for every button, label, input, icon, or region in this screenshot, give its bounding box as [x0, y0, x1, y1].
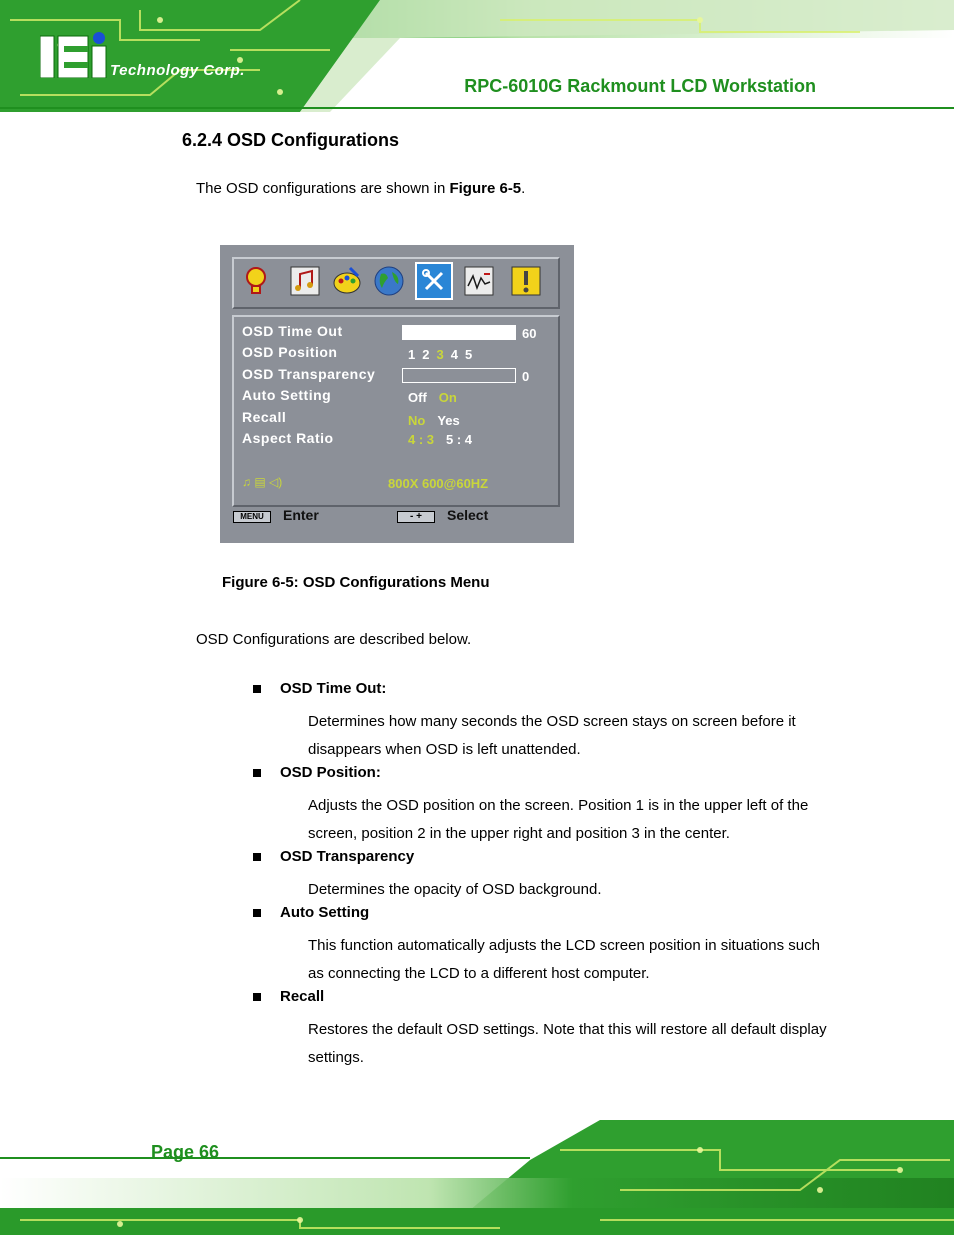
lightbulb-icon [239, 264, 273, 298]
document-title: RPC-6010G Rackmount LCD Workstation [464, 76, 816, 96]
iei-logo [40, 32, 110, 78]
recall-options [408, 412, 472, 430]
recall-option-1: Yes [437, 413, 460, 428]
aspect_ratio-option-1: 5 : 4 [446, 432, 473, 447]
intro-text: The OSD configurations are shown in [196, 180, 450, 197]
item-description: Determines how many seconds the OSD screen stays on screen before it disappears when OSD is left unattended. [308, 713, 796, 758]
waveform-icon [462, 264, 496, 298]
resolution-readout: 800X 600@60HZ [388, 476, 489, 491]
item-description: This function automatically adjusts the LCD screen position in situations such as connecting the LCD to a different host computer. [308, 937, 820, 982]
page-number: Page 66 [151, 1142, 220, 1162]
auto-setting-options [408, 389, 469, 407]
intro-suffix: . [521, 180, 526, 197]
bullet-icon [253, 685, 261, 693]
palette-icon [330, 264, 364, 298]
minus-plus-key: - + [397, 511, 435, 523]
select-label: Select [447, 507, 489, 523]
osd-position-label: OSD Position [242, 344, 338, 360]
item-description: Determines the opacity of OSD background. [308, 881, 602, 898]
circuit-board-footer [0, 1120, 954, 1235]
brand-name: Technology Corp. [110, 62, 245, 79]
description-intro: OSD Configurations are described below. [196, 631, 472, 648]
position-option-0: 1 [408, 347, 416, 362]
auto_setting-option-1: On [438, 390, 457, 405]
osd-time-out-bar [402, 325, 516, 340]
osd-transparency-bar [402, 368, 516, 383]
globe-icon [372, 264, 406, 298]
osd-time-out-label: OSD Time Out [242, 323, 343, 339]
item-term: Recall [280, 988, 325, 1005]
osd-time-out-fill [403, 326, 515, 339]
bullet-icon [253, 909, 261, 917]
osd-menu-figure [220, 245, 574, 543]
intro-paragraph [196, 180, 525, 197]
auto_setting-option-0: Off [408, 390, 427, 405]
position-option-4: 5 [464, 347, 473, 362]
position-option-1: 2 [422, 347, 430, 362]
menu-key: MENU [233, 511, 271, 523]
figure-reference: Figure 6-5 [449, 180, 522, 197]
bullet-icon [253, 769, 261, 777]
position-option-2: 3 [436, 347, 444, 362]
item-description: Restores the default OSD settings. Note that this will restore all default display settings. [308, 1021, 827, 1066]
item-term: OSD Time Out: [280, 680, 387, 697]
page-header [0, 0, 954, 112]
enter-label: Enter [283, 507, 319, 523]
bullet-icon [253, 993, 261, 1001]
exclamation-icon [509, 264, 543, 298]
item-description: Adjusts the OSD position on the screen. Position 1 is in the upper left of the screen, position 2 in the upper right and position 3 in the center. [308, 797, 809, 842]
osd-transparency-value: 0 [522, 369, 530, 384]
position-option-3: 4 [450, 347, 458, 362]
item-term: OSD Position: [280, 764, 381, 781]
osd-position-options [408, 346, 479, 364]
music-note-icon [288, 264, 322, 298]
aspect_ratio-option-0: 4 : 3 [408, 432, 435, 447]
figure-caption: Figure 6-5: OSD Configurations Menu [222, 574, 490, 591]
osd-transparency-label: OSD Transparency [242, 366, 376, 382]
aspect-ratio-label: Aspect Ratio [242, 430, 334, 446]
osd-time-out-value: 60 [522, 326, 537, 341]
tools-icon [417, 264, 451, 298]
bullet-icon [253, 853, 261, 861]
recall-option-0: No [408, 413, 426, 428]
audio-status-icons: ♫ ▤ ◁) [242, 475, 283, 489]
item-term: Auto Setting [280, 904, 370, 921]
item-term: OSD Transparency [280, 848, 415, 865]
auto-setting-label: Auto Setting [242, 387, 332, 403]
section-heading: 6.2.4 OSD Configurations [182, 130, 400, 150]
recall-label: Recall [242, 409, 287, 425]
page-footer [0, 1120, 954, 1235]
aspect-ratio-options [408, 431, 484, 449]
